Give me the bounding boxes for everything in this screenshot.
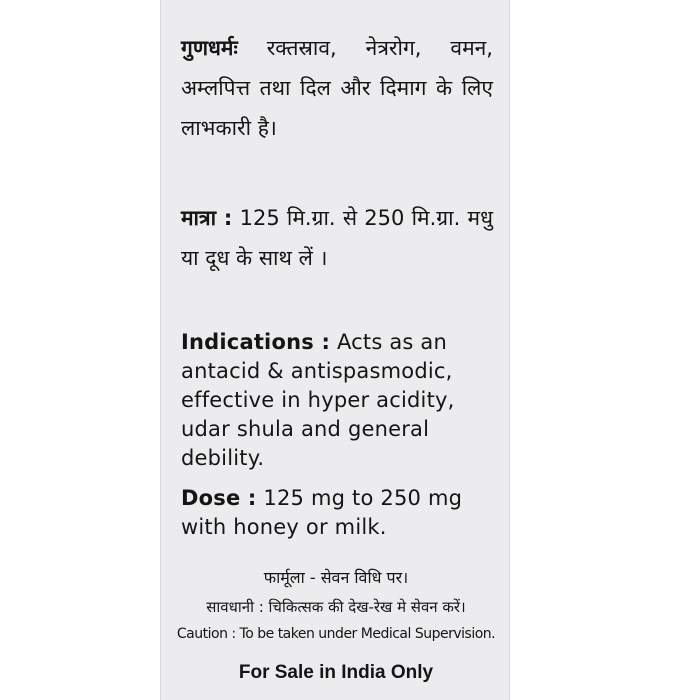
product-label-panel	[160, 0, 510, 700]
indications-paragraph	[181, 328, 493, 473]
hindi-properties-label: गुणधर्मः	[181, 36, 238, 60]
dose-paragraph	[181, 484, 493, 542]
caution-english: Caution : To be taken under Medical Supervision.	[176, 626, 496, 642]
indications-text: Acts as an antacid & antispasmodic, effective in hyper acidity, udar shula and general debility.	[181, 330, 455, 470]
hindi-dose-paragraph	[181, 198, 493, 278]
caution-hindi: सावधानी : चिकित्सक की देख-रेख मे सेवन करें।	[206, 598, 466, 616]
indications-label: Indications :	[181, 330, 331, 354]
formula-note: फार्मूला - सेवन विधि पर।	[263, 568, 409, 587]
hindi-dose-label: मात्रा :	[181, 206, 233, 230]
sale-note: For Sale in India Only	[238, 662, 434, 683]
dose-label: Dose :	[181, 486, 257, 510]
dose-text: 125 mg to 250 mg with honey or milk.	[181, 486, 463, 539]
hindi-dose-text: 125 मि.ग्रा. से 250 मि.ग्रा. मधु या दूध के साथ लें ।	[181, 206, 493, 270]
hindi-properties-paragraph	[181, 28, 493, 148]
hindi-properties-text: रक्तस्राव, नेत्ररोग, वमन, अम्लपित्त तथा दिल और दिमाग के लिए लाभकारी है।	[181, 36, 493, 140]
